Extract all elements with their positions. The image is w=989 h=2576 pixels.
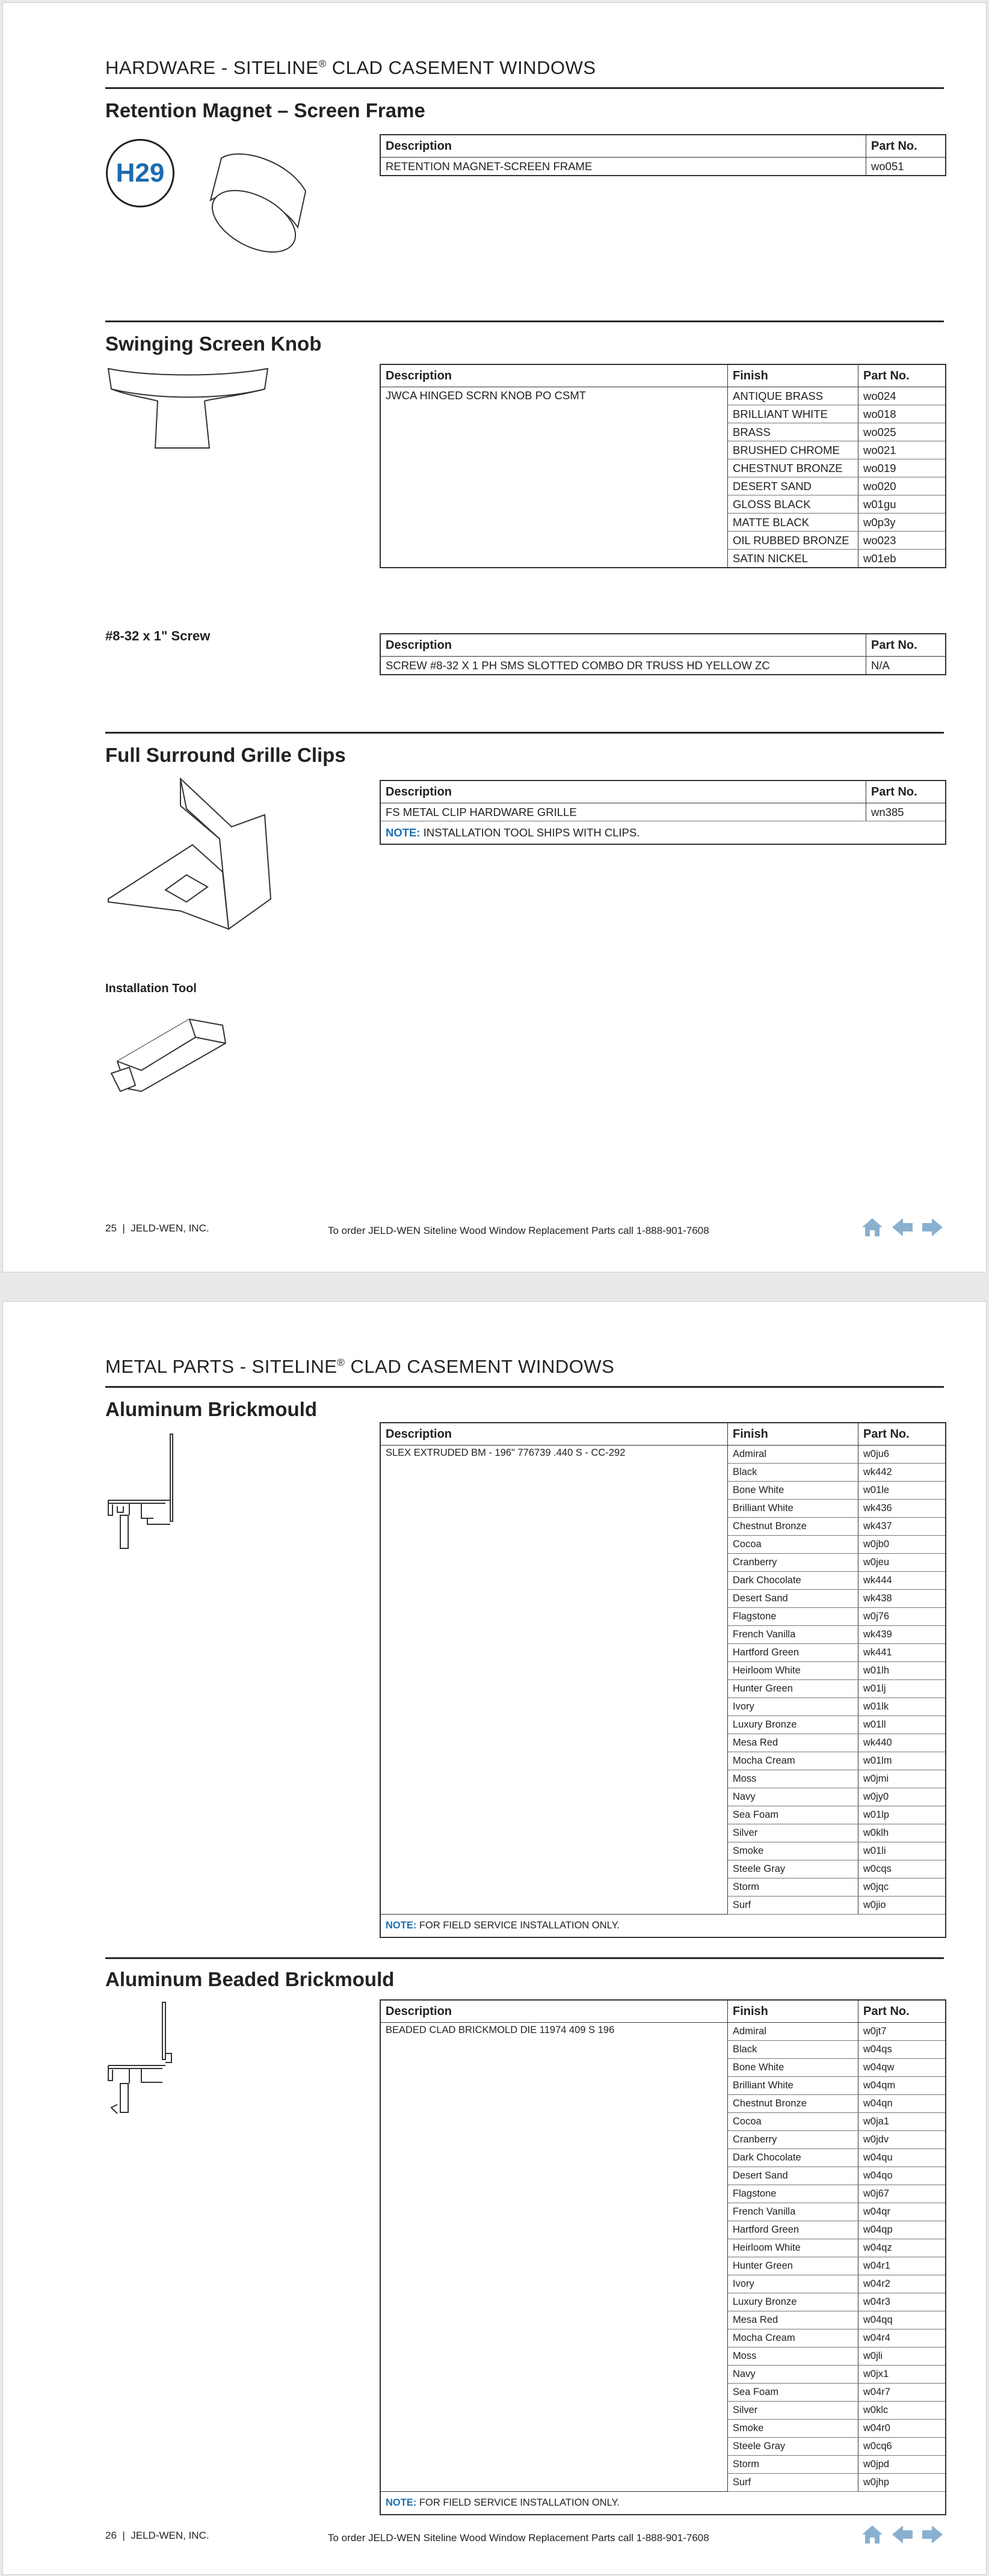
part-number-cell: w0jdv (858, 2131, 946, 2149)
part-number-cell: w04r0 (858, 2420, 946, 2438)
section-title-beaded-brickmould: Aluminum Beaded Brickmould (105, 1968, 395, 1990)
finish-cell: GLOSS BLACK (728, 495, 858, 514)
col-part-no: Part No. (866, 780, 946, 803)
part-number-cell: w04r7 (858, 2384, 946, 2402)
col-description: Description (380, 780, 866, 803)
installation-tool-illustration (105, 1001, 232, 1097)
part-number-cell: w04qw (858, 2059, 946, 2077)
part-number-cell: wo019 (858, 459, 946, 477)
page-nav (860, 1216, 945, 1238)
part-number-cell: w04qz (858, 2239, 946, 2257)
finish-cell: Heirloom White (728, 2239, 858, 2257)
footer-order-text: To order JELD-WEN Siteline Wood Window Replacement Parts call 1-888-901-7608 (328, 2532, 709, 2544)
finish-cell: Silver (728, 1824, 858, 1842)
col-description: Description (380, 2000, 728, 2023)
part-number-cell: w0j76 (858, 1608, 946, 1626)
part-number-cell: w04r4 (858, 2329, 946, 2348)
arrow-right-icon[interactable] (920, 2524, 945, 2545)
part-number-cell: w01gu (858, 495, 946, 514)
finish-cell: Chestnut Bronze (728, 1518, 858, 1536)
section-title-screw: #8-32 x 1" Screw (105, 628, 211, 643)
part-number-cell: w0jhp (858, 2474, 946, 2492)
table-row (380, 803, 946, 821)
finish-cell: MATTE BLACK (728, 514, 858, 532)
finish-cell: French Vanilla (728, 2203, 858, 2221)
installation-tool-label: Installation Tool (105, 982, 197, 995)
part-number-cell: wn385 (866, 803, 946, 821)
col-part-no: Part No. (866, 634, 946, 657)
part-number-cell: wo023 (858, 532, 946, 550)
table-row (380, 657, 946, 675)
part-number-cell: w0cqs (858, 1860, 946, 1878)
section-title-brickmould: Aluminum Brickmould (105, 1398, 318, 1420)
part-badge-label: H29 (116, 158, 165, 188)
company-name: JELD-WEN, INC. (131, 1222, 209, 1234)
part-number-cell: w0klc (858, 2402, 946, 2420)
finish-cell: Surf (728, 1897, 858, 1915)
part-number-cell: w01lp (858, 1806, 946, 1824)
beaded-brickmould-profile-illustration (105, 1999, 196, 2144)
arrow-left-icon[interactable] (890, 1216, 915, 1238)
footer-separator: | (122, 1222, 125, 1234)
finish-cell: Desert Sand (728, 1590, 858, 1608)
col-description: Description (380, 1423, 728, 1446)
part-number-cell: wk441 (858, 1644, 946, 1662)
page-number: 26 (105, 2530, 117, 2541)
part-number-cell: w0ja1 (858, 2113, 946, 2131)
finish-cell: Luxury Bronze (728, 1716, 858, 1734)
part-number-cell: wo051 (866, 158, 946, 176)
part-number-cell: w0jpd (858, 2456, 946, 2474)
part-number-cell: w0j67 (858, 2185, 946, 2203)
part-number-cell: w04qo (858, 2167, 946, 2185)
note-cell (380, 821, 946, 845)
home-icon[interactable] (860, 2524, 885, 2545)
part-number-cell: wk438 (858, 1590, 946, 1608)
screen-knob-illustration (102, 364, 277, 454)
finish-cell: CHESTNUT BRONZE (728, 459, 858, 477)
finish-cell: Brilliant White (728, 1500, 858, 1518)
note-text: INSTALLATION TOOL SHIPS WITH CLIPS. (420, 826, 640, 839)
finish-cell: Luxury Bronze (728, 2293, 858, 2311)
finish-cell: BRUSHED CHROME (728, 441, 858, 459)
finish-cell: Black (728, 2041, 858, 2059)
note-row (380, 2492, 946, 2515)
finish-cell: Flagstone (728, 1608, 858, 1626)
part-number-cell: w01li (858, 1842, 946, 1860)
finish-cell: Moss (728, 2348, 858, 2366)
footer-separator: | (122, 2530, 125, 2541)
part-number-cell: wo021 (858, 441, 946, 459)
part-number-cell: w0jb0 (858, 1536, 946, 1554)
finish-cell: Smoke (728, 1842, 858, 1860)
part-badge (106, 139, 174, 207)
part-number-cell: w0jio (858, 1897, 946, 1915)
finish-cell: Steele Gray (728, 2438, 858, 2456)
finish-cell: Dark Chocolate (728, 2149, 858, 2167)
finish-cell: Hartford Green (728, 1644, 858, 1662)
footer-order-text: To order JELD-WEN Siteline Wood Window Replacement Parts call 1-888-901-7608 (328, 1225, 709, 1236)
finish-cell: Black (728, 1464, 858, 1482)
finish-cell: Ivory (728, 1698, 858, 1716)
col-part-no: Part No. (866, 135, 946, 158)
col-description: Description (380, 135, 866, 158)
part-number-cell: w04r2 (858, 2275, 946, 2293)
note-row (380, 1915, 946, 1938)
finish-cell: Steele Gray (728, 1860, 858, 1878)
finish-cell: Hunter Green (728, 1680, 858, 1698)
catalog-page-25 (2, 2, 987, 1272)
page-title-text: HARDWARE - SITELINE (105, 57, 319, 78)
finish-cell: SATIN NICKEL (728, 550, 858, 568)
page-nav (860, 2524, 945, 2545)
table-row (380, 158, 946, 176)
page-title-suffix: CLAD CASEMENT WINDOWS (345, 1356, 615, 1377)
note-cell (380, 1915, 946, 1938)
note-text: FOR FIELD SERVICE INSTALLATION ONLY. (416, 2497, 620, 2508)
part-number-cell: wk439 (858, 1626, 946, 1644)
finish-cell: Hartford Green (728, 2221, 858, 2239)
note-cell (380, 2492, 946, 2515)
arrow-right-icon[interactable] (920, 1216, 945, 1238)
registered-mark: ® (337, 1357, 345, 1369)
note-text: FOR FIELD SERVICE INSTALLATION ONLY. (416, 1920, 620, 1931)
finish-cell: Ivory (728, 2275, 858, 2293)
finish-cell: Bone White (728, 2059, 858, 2077)
finish-cell: Brilliant White (728, 2077, 858, 2095)
finish-cell: Heirloom White (728, 1662, 858, 1680)
finish-cell: Storm (728, 1878, 858, 1897)
note-label: NOTE: (386, 2497, 417, 2508)
finish-cell: BRASS (728, 423, 858, 441)
description-cell: SCREW #8-32 X 1 PH SMS SLOTTED COMBO DR TRUSS HD YELLOW ZC (380, 657, 866, 675)
description-cell: BEADED CLAD BRICKMOLD DIE 11974 409 S 196 (380, 2023, 728, 2492)
part-number-cell: wk444 (858, 1572, 946, 1590)
finish-cell: Mocha Cream (728, 1752, 858, 1770)
part-number-cell: w04qs (858, 2041, 946, 2059)
title-rule (105, 87, 944, 89)
section-rule (105, 732, 944, 734)
part-number-cell: N/A (866, 657, 946, 675)
page-title-suffix: CLAD CASEMENT WINDOWS (326, 57, 596, 78)
part-number-cell: w04qn (858, 2095, 946, 2113)
finish-cell: OIL RUBBED BRONZE (728, 532, 858, 550)
page-title (105, 1356, 614, 1378)
finish-cell: Bone White (728, 1482, 858, 1500)
part-number-cell: w0jx1 (858, 2366, 946, 2384)
part-number-cell: w04qq (858, 2311, 946, 2329)
part-number-cell: w0p3y (858, 514, 946, 532)
part-number-cell: w01eb (858, 550, 946, 568)
part-number-cell: wk436 (858, 1500, 946, 1518)
part-number-cell: w01ll (858, 1716, 946, 1734)
finish-cell: Dark Chocolate (728, 1572, 858, 1590)
finish-cell: Flagstone (728, 2185, 858, 2203)
finish-cell: Admiral (728, 1446, 858, 1464)
part-number-cell: w0cq6 (858, 2438, 946, 2456)
part-number-cell: wo018 (858, 405, 946, 423)
beaded-brickmould-table (380, 1999, 946, 2515)
finish-cell: DESERT SAND (728, 477, 858, 495)
home-icon[interactable] (860, 1216, 885, 1238)
finish-cell: Cocoa (728, 2113, 858, 2131)
finish-cell: Sea Foam (728, 1806, 858, 1824)
retention-magnet-table (380, 134, 946, 176)
part-number-cell: wo020 (858, 477, 946, 495)
description-cell: JWCA HINGED SCRN KNOB PO CSMT (380, 387, 728, 568)
part-number-cell: w04r3 (858, 2293, 946, 2311)
grille-clip-table (380, 780, 946, 845)
col-description: Description (380, 364, 728, 387)
footer-left (105, 2530, 209, 2542)
part-number-cell: w01le (858, 1482, 946, 1500)
note-row (380, 821, 946, 845)
description-cell: FS METAL CLIP HARDWARE GRILLE (380, 803, 866, 821)
section-title-grille-clips: Full Surround Grille Clips (105, 744, 346, 766)
part-number-cell: w0ju6 (858, 1446, 946, 1464)
finish-cell: Moss (728, 1770, 858, 1788)
part-number-cell: w01lh (858, 1662, 946, 1680)
part-number-cell: w01lj (858, 1680, 946, 1698)
finish-cell: Sea Foam (728, 2384, 858, 2402)
finish-cell: Cranberry (728, 1554, 858, 1572)
brickmould-table (380, 1422, 946, 1938)
finish-cell: Desert Sand (728, 2167, 858, 2185)
part-number-cell: w01lk (858, 1698, 946, 1716)
part-number-cell: w04qu (858, 2149, 946, 2167)
table-row (380, 1446, 946, 1464)
section-title-screen-knob: Swinging Screen Knob (105, 333, 322, 355)
finish-cell: Silver (728, 2402, 858, 2420)
finish-cell: Navy (728, 2366, 858, 2384)
col-finish: Finish (728, 364, 858, 387)
part-number-cell: w0klh (858, 1824, 946, 1842)
part-number-cell: w01lm (858, 1752, 946, 1770)
finish-cell: Chestnut Bronze (728, 2095, 858, 2113)
arrow-left-icon[interactable] (890, 2524, 915, 2545)
page-title-text: METAL PARTS - SITELINE (105, 1356, 337, 1377)
title-rule (105, 1386, 944, 1388)
part-number-cell: w04qr (858, 2203, 946, 2221)
table-row (380, 387, 946, 405)
part-number-cell: w04r1 (858, 2257, 946, 2275)
note-label: NOTE: (386, 1920, 417, 1931)
finish-cell: Cocoa (728, 1536, 858, 1554)
col-description: Description (380, 634, 866, 657)
catalog-page-26 (2, 1301, 987, 2575)
part-number-cell: w0jqc (858, 1878, 946, 1897)
description-cell: SLEX EXTRUDED BM - 196" 776739 .440 S - CC-292 (380, 1446, 728, 1915)
part-number-cell: wo024 (858, 387, 946, 405)
registered-mark: ® (318, 58, 327, 70)
finish-cell: Mesa Red (728, 2311, 858, 2329)
part-number-cell: wk440 (858, 1734, 946, 1752)
finish-cell: Storm (728, 2456, 858, 2474)
retention-magnet-illustration (199, 134, 319, 254)
table-row (380, 2023, 946, 2041)
finish-cell: ANTIQUE BRASS (728, 387, 858, 405)
part-number-cell: w0jy0 (858, 1788, 946, 1806)
finish-cell: Cranberry (728, 2131, 858, 2149)
finish-cell: Mocha Cream (728, 2329, 858, 2348)
grille-clip-illustration (102, 773, 289, 965)
col-part-no: Part No. (858, 1423, 946, 1446)
finish-cell: Hunter Green (728, 2257, 858, 2275)
section-rule (105, 1957, 944, 1959)
col-finish: Finish (728, 1423, 858, 1446)
part-number-cell: wk437 (858, 1518, 946, 1536)
page-title (105, 57, 596, 79)
description-cell: RETENTION MAGNET-SCREEN FRAME (380, 158, 866, 176)
part-number-cell: w0jeu (858, 1554, 946, 1572)
part-number-cell: wk442 (858, 1464, 946, 1482)
part-number-cell: w0jt7 (858, 2023, 946, 2041)
part-number-cell: wo025 (858, 423, 946, 441)
screen-knob-table (380, 364, 946, 568)
section-rule (105, 320, 944, 322)
finish-cell: Mesa Red (728, 1734, 858, 1752)
finish-cell: Navy (728, 1788, 858, 1806)
finish-cell: French Vanilla (728, 1626, 858, 1644)
part-number-cell: w0jli (858, 2348, 946, 2366)
col-part-no: Part No. (858, 364, 946, 387)
footer-left (105, 1222, 209, 1234)
finish-cell: Admiral (728, 2023, 858, 2041)
part-number-cell: w04qm (858, 2077, 946, 2095)
finish-cell: BRILLIANT WHITE (728, 405, 858, 423)
finish-cell: Smoke (728, 2420, 858, 2438)
part-number-cell: w04qp (858, 2221, 946, 2239)
part-number-cell: w0jmi (858, 1770, 946, 1788)
note-label: NOTE: (386, 826, 421, 839)
col-finish: Finish (728, 2000, 858, 2023)
brickmould-profile-illustration (105, 1431, 196, 1575)
section-title-retention-magnet: Retention Magnet – Screen Frame (105, 99, 425, 121)
col-part-no: Part No. (858, 2000, 946, 2023)
finish-cell: Surf (728, 2474, 858, 2492)
screw-table (380, 633, 946, 675)
page-number: 25 (105, 1222, 117, 1234)
company-name: JELD-WEN, INC. (131, 2530, 209, 2541)
